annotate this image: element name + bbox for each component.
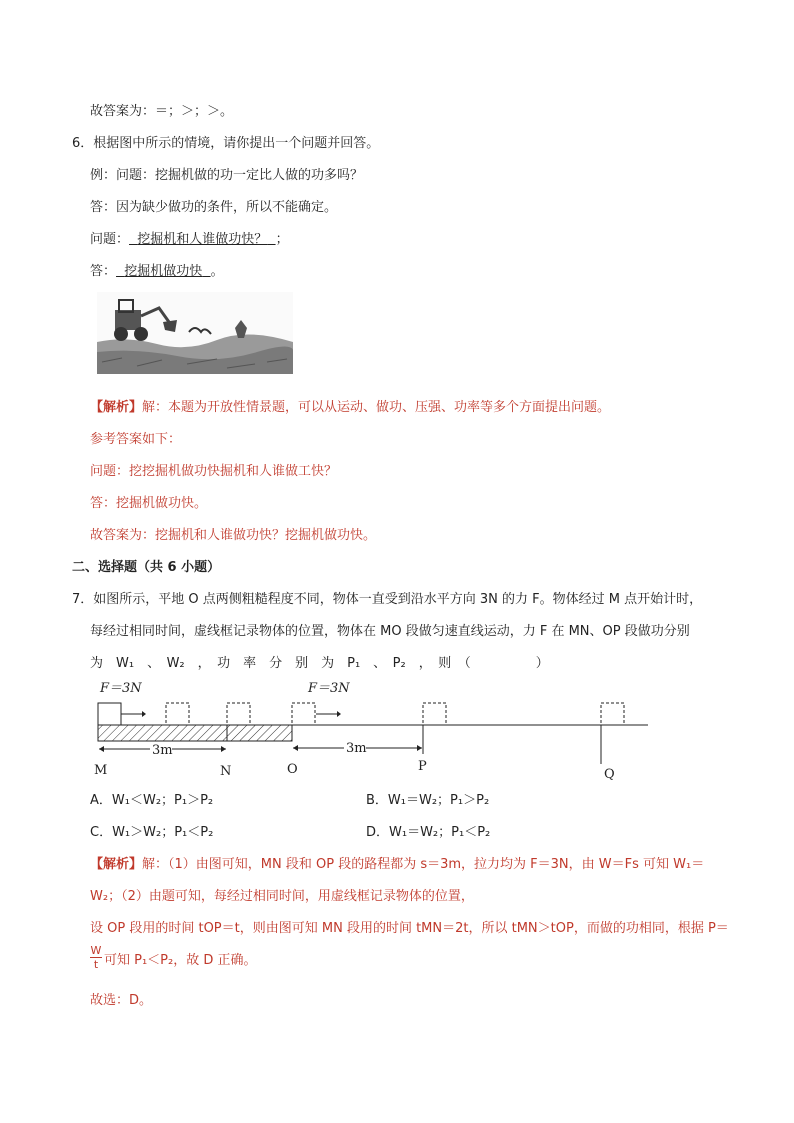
position-frame: [292, 703, 315, 725]
q6-ref-answer: 答：挖掘机做功快。: [90, 496, 208, 511]
q7-analysis-line2: W₂；（2）由题可知，每经过相同时间，用虚线框记录物体的位置，: [90, 889, 474, 904]
distance-label-right: 3m: [346, 741, 367, 756]
q6-answer-end: 。: [210, 264, 224, 279]
point-label-o: O: [287, 762, 298, 777]
q6-ref-title: 参考答案如下：: [90, 432, 182, 447]
rough-surface: [98, 725, 292, 741]
q7-analysis-text1: 解：（1）由图可知，MN 段和 OP 段的路程都为 s＝3m，拉力均为 F＝3N，由 W＝Fs 可知 W₁＝: [142, 857, 705, 872]
q7-analysis-tag: 【解析】: [90, 857, 143, 872]
object-block: [98, 703, 121, 725]
q6-answer-label: 答：: [90, 264, 117, 279]
q6-question-end: ；: [275, 232, 289, 247]
force-label-right: F＝3N: [308, 681, 350, 696]
position-frame: [601, 703, 624, 725]
fraction-denominator: t: [90, 957, 102, 971]
point-label-q: Q: [604, 767, 615, 782]
excavator-picture: [97, 292, 293, 378]
q7-stem-line2: 每经过相同时间，虚线框记录物体的位置，物体在 MO 段做匀速直线运动，力 F 在 MN、OP 段做功分别: [90, 624, 690, 639]
q6-question-label: 问题：: [90, 232, 130, 247]
fraction-numerator: W: [90, 944, 102, 957]
position-frame: [166, 703, 189, 725]
q7-stem-line1: 7．如图所示，平地 O 点两侧粗糙程度不同，物体一直受到沿水平方向 3N 的力 F。物体经过 M 点开始计时，: [72, 592, 703, 607]
position-frame: [227, 703, 250, 725]
q6-answer-blank: 挖掘机做功快: [124, 264, 203, 279]
q6-question-line: [90, 231, 289, 249]
q6-example-question: 例：问题：挖掘机做的功一定比人做的功多吗？: [90, 168, 364, 183]
q6-analysis: [90, 399, 610, 417]
q7-analysis-line1: [90, 856, 704, 874]
option-a[interactable]: A．W₁＜W₂；P₁＞P₂: [90, 793, 214, 808]
q6-stem: 6．根据图中所示的情境，请你提出一个问题并回答。: [72, 136, 380, 151]
option-d[interactable]: D．W₁＝W₂；P₁＜P₂: [366, 825, 491, 840]
q6-answer-line: [90, 263, 224, 281]
q7-analysis-line4: 可知 P₁＜P₂，故 D 正确。: [104, 953, 257, 968]
q6-final-answer: 故答案为：挖掘机和人谁做功快？挖掘机做功快。: [90, 528, 377, 543]
q7-final-answer: 故选：D。: [90, 993, 153, 1008]
distance-label-left: 3m: [152, 743, 173, 758]
fraction-w-over-t: [90, 944, 102, 971]
section-title: 二、选择题（共 6 小题）: [72, 560, 221, 575]
q7-stem-line3: 为 W₁ 、 W₂ ， 功 率 分 别 为 P₁ 、 P₂ ， 则 （ ）: [90, 656, 549, 671]
q7-motion-figure: [92, 676, 657, 790]
point-label-n: N: [220, 764, 232, 779]
option-c[interactable]: C．W₁＞W₂；P₁＜P₂: [90, 825, 214, 840]
position-frame: [423, 703, 446, 725]
q6-analysis-text: 解：本题为开放性情景题，可以从运动、做功、压强、功率等多个方面提出问题。: [142, 400, 611, 415]
q6-example-answer: 答：因为缺少做功的条件，所以不能确定。: [90, 200, 338, 215]
option-b[interactable]: B．W₁＝W₂；P₁＞P₂: [366, 793, 490, 808]
q6-question-blank: 挖掘机和人谁做功快？: [137, 232, 268, 247]
q7-analysis-line3: 设 OP 段用的时间 tOP＝t，则由图可知 MN 段用的时间 tMN＝2t，所以 tMN＞tOP，而做的功相同，根据 P＝: [90, 921, 729, 936]
point-label-p: P: [418, 759, 427, 774]
q6-analysis-tag: 【解析】: [90, 400, 143, 415]
q6-ref-question: 问题：挖挖掘机做功快掘机和人谁做工快？: [90, 464, 338, 479]
force-label-left: F＝3N: [100, 681, 142, 696]
point-label-m: M: [94, 763, 108, 778]
q5-answer: 故答案为：＝；＞；＞。: [90, 104, 234, 119]
